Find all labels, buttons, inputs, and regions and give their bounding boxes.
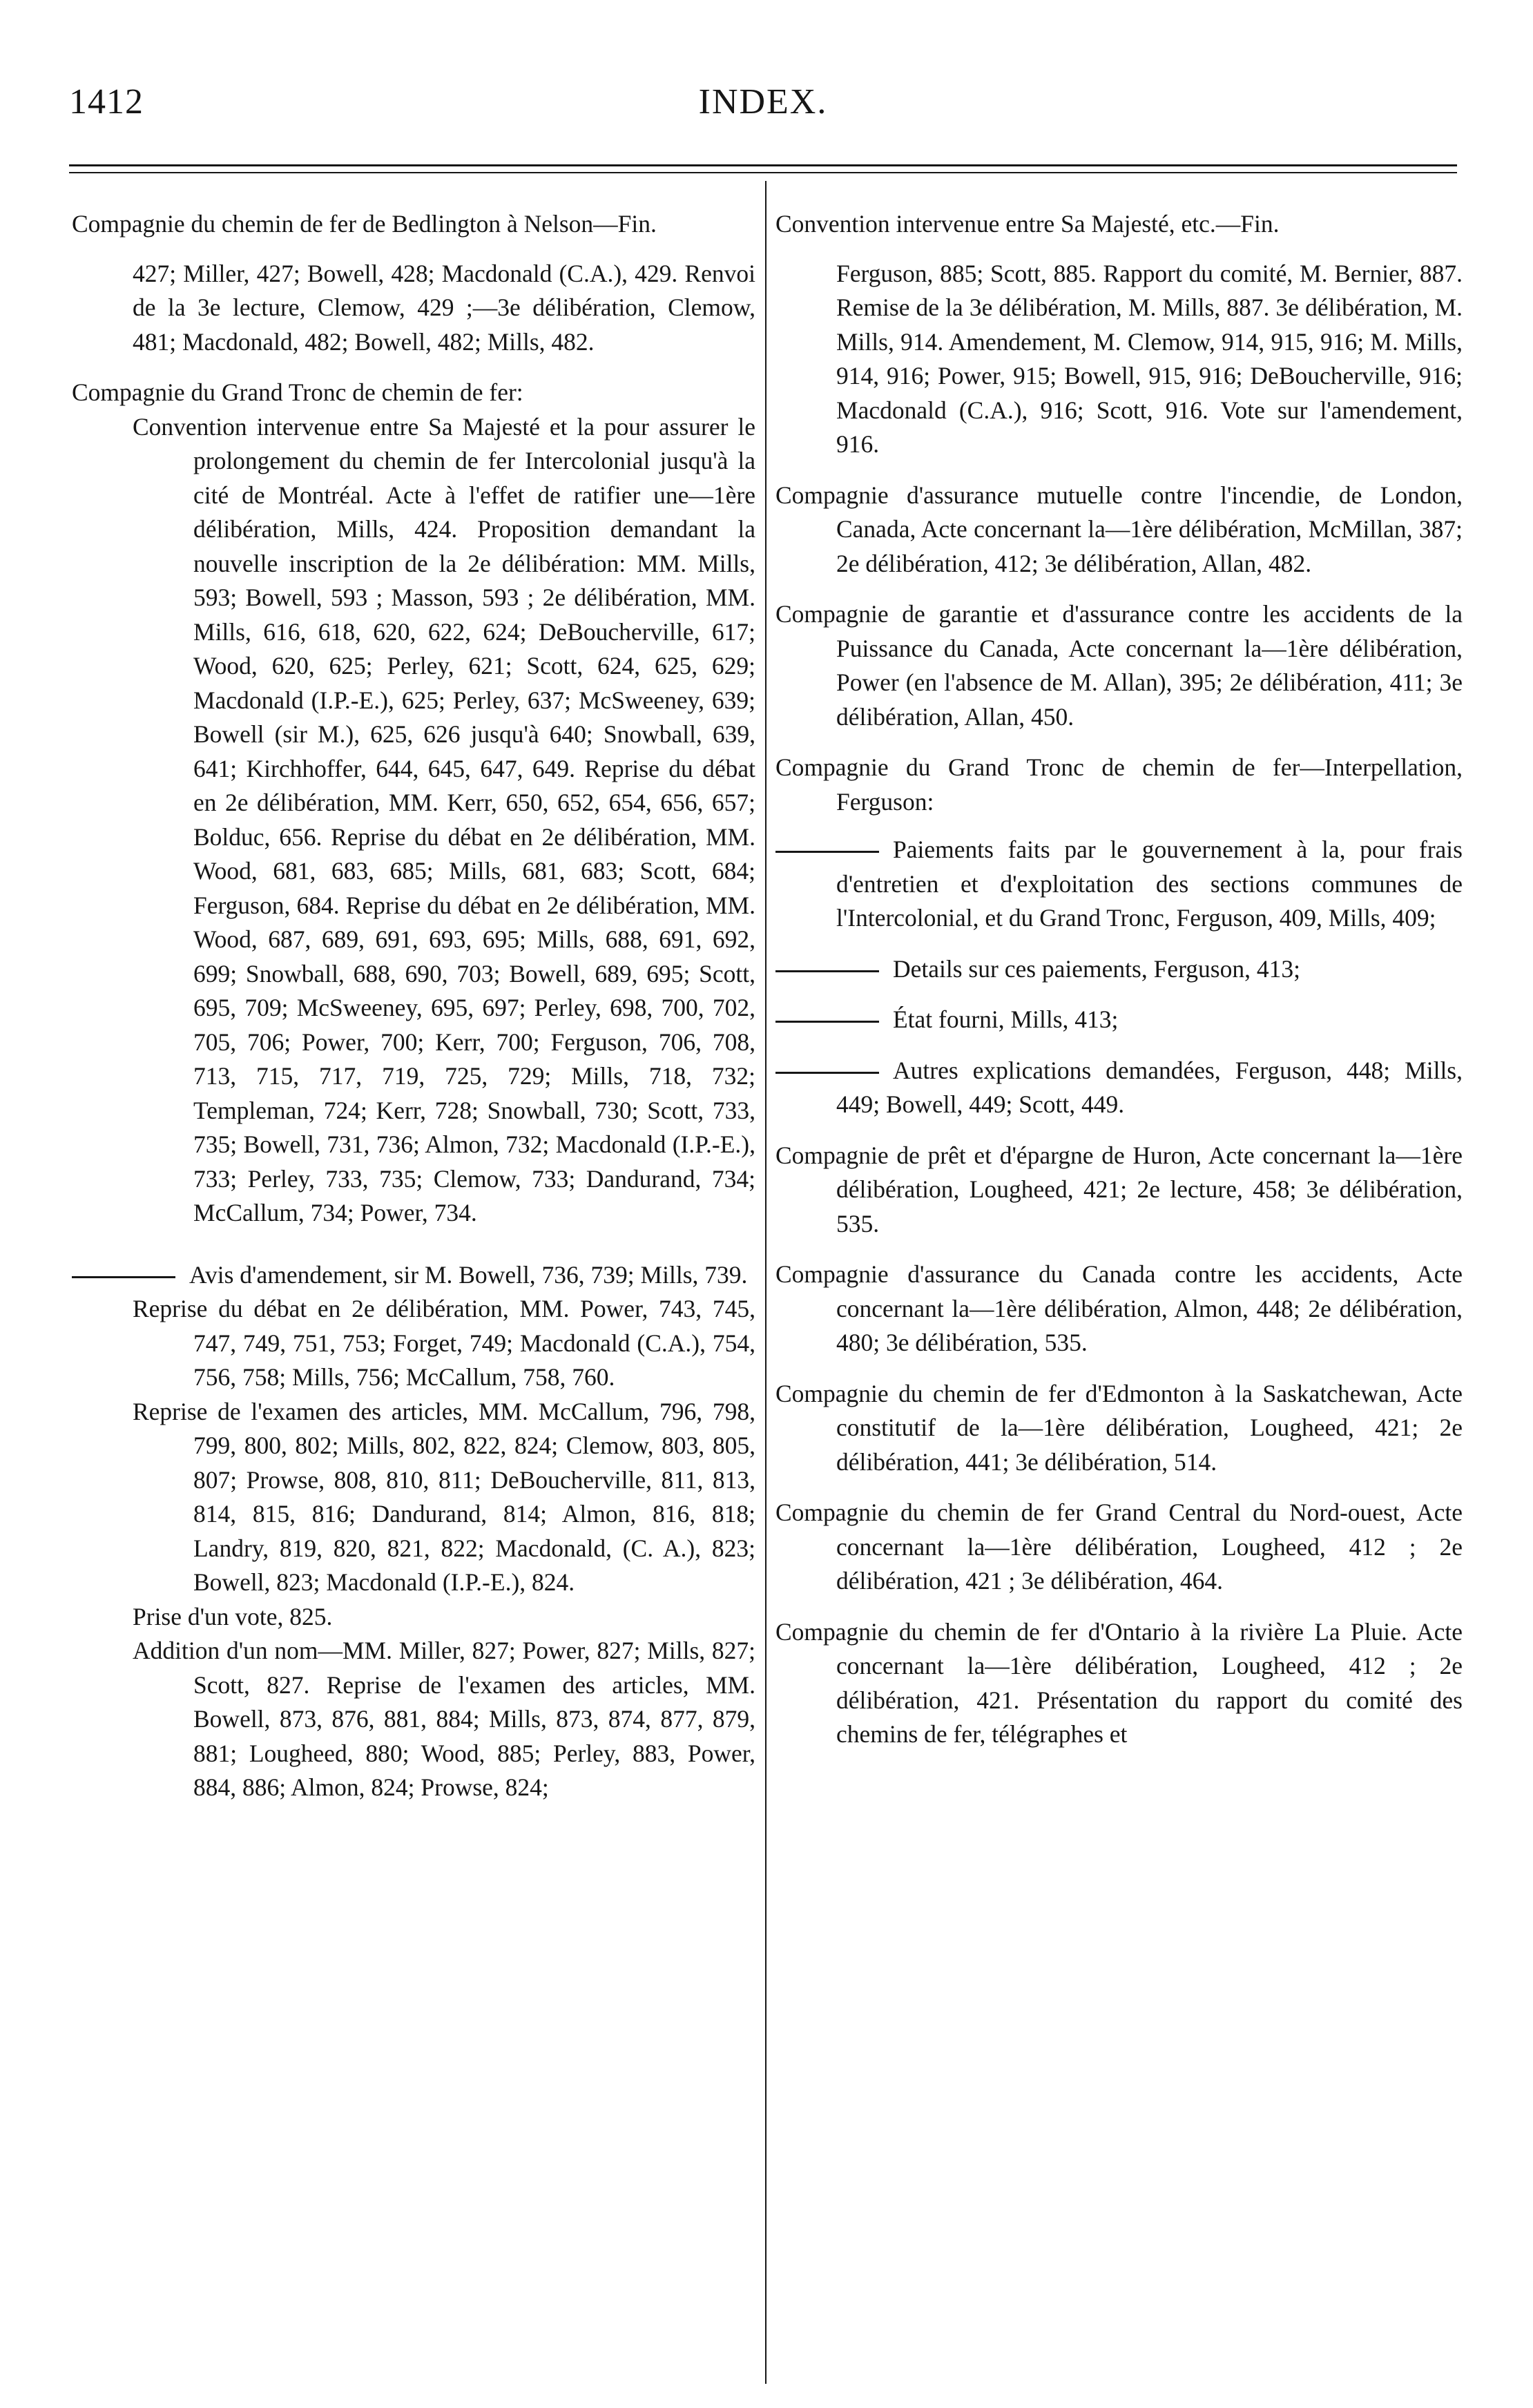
- page-header: [69, 81, 1457, 144]
- dash-subitem-text: Avis d'amendement, sir M. Bowell, 736, 739; Mills, 739.: [189, 1260, 748, 1289]
- index-entry: [72, 376, 755, 1805]
- column-divider: [765, 181, 767, 2384]
- em-dash-rule: [775, 1072, 879, 1074]
- page-number: 1412: [69, 82, 144, 122]
- left-column: [72, 207, 755, 1822]
- dash-subitem: [775, 1054, 1463, 1122]
- dash-subitem-text: Paiements faits par le gouvernement à la, pour frais d'entretien et d'exploitation des sections communes de l'Intercolonial, et du Grand Tronc, Ferguson, 409, Mills, 409;: [836, 836, 1463, 932]
- em-dash-rule: [775, 1021, 879, 1023]
- index-entry: Compagnie de prêt et d'épargne de Huron, Acte concernant la—1ère délibération, Lougheed, 421; 2e lecture, 458; 3e délibération, 535.: [775, 1141, 1463, 1237]
- index-entry: Compagnie d'assurance du Canada contre les accidents, Acte concernant la—1ère délibération, Almon, 448; 2e délibération, 480; 3e délibération, 535.: [775, 1260, 1463, 1356]
- entry-text: Ferguson, 885; Scott, 885. Rapport du comité, M. Bernier, 887. Remise de la 3e délibération, M. Mills, 887. 3e délibération, M. Mills, 914. Amendement, M. Clemow, 914, 915, 916; M. Mills, 914, 916; Power, 915; Bowell, 915, 916; DeBoucherville, 916; Macdonald (C.A.), 916; Scott, 916. Vote sur l'amendement, 916.: [836, 259, 1463, 458]
- em-dash-rule: [775, 970, 879, 972]
- header-rule-top: [69, 164, 1457, 166]
- entry-subitem: Reprise de l'examen des articles, MM. McCallum, 796, 798, 799, 800, 802; Mills, 802, 822, 824; Clemow, 803, 805, 807; Prowse, 808, 810, 811; DeBoucherville, 811, 813, 814, 815, 816; Dandurand, 814; Almon, 816, 818; Landry, 819, 820, 821, 822; Macdonald, (C. A.), 823; Bowell, 823; Macdonald (I.P.-E.), 824.: [133, 1397, 755, 1596]
- index-entry: Compagnie du chemin de fer Grand Central du Nord-ouest, Acte concernant la—1ère délibération, Lougheed, 412 ; 2e délibération, 421 ; 3e délibération, 464.: [775, 1499, 1463, 1595]
- spacer: [775, 242, 1463, 257]
- dash-subitem: [775, 952, 1463, 987]
- entry-heading: Compagnie du Grand Tronc de chemin de fer:: [72, 378, 523, 406]
- dash-subitem-text: État fourni, Mills, 413;: [893, 1005, 1119, 1033]
- right-column: [775, 207, 1463, 1769]
- dash-subitem-text: Autres explications demandées, Ferguson, 448; Mills, 449; Bowell, 449; Scott, 449.: [836, 1056, 1463, 1118]
- entry-heading: Compagnie du chemin de fer de Bedlington à Nelson—Fin.: [72, 210, 657, 238]
- entry-heading: Convention intervenue entre Sa Majesté, etc.—Fin.: [775, 210, 1280, 238]
- em-dash-rule: [775, 851, 879, 853]
- em-dash-rule: [72, 1276, 175, 1278]
- page-title: INDEX.: [698, 82, 828, 122]
- entry-subitem: Convention intervenue entre Sa Majesté et la pour assurer le prolongement du chemin de fer Intercolonial jusqu'à la cité de Montréal. Acte à l'effet de ratifier une—1ère délibération, Mills, 424. Proposition demandant la nouvelle inscription de la 2e délibération: MM. Mills, 593; Bowell, 593 ; Masson, 593 ; 2e délibération, MM. Mills, 616, 618, 620, 622, 624; DeBoucherville, 617; Wood, 620, 625; Perley, 621; Scott, 624, 625, 629; Macdonald (I.P.-E.), 625; Perley, 637; McSweeney, 639; Bowell (sir M.), 625, 626 jusqu'à 640; Snowball, 639, 641; Kirchhoffer, 644, 645, 647, 649. Reprise du débat en 2e délibération, MM. Kerr, 650, 652, 654, 656, 657; Bolduc, 656. Reprise du débat en 2e délibération, MM. Wood, 681, 683, 685; Mills, 681, 683; Scott, 684; Ferguson, 684. Reprise du débat en 2e délibération, MM. Wood, 687, 689, 691, 693, 695; Mills, 688, 691, 692, 699; Snowball, 688, 690, 703; Bowell, 689, 695; Scott, 695, 709; McSweeney, 695, 697; Perley, 698, 700, 702, 705, 706; Power, 700; Kerr, 700; Ferguson, 706, 708, 713, 715, 717, 719, 725, 729; Mills, 718, 732; Templeman, 724; Kerr, 728; Snowball, 730; Scott, 733, 735; Bowell, 731, 736; Almon, 732; Macdonald (I.P.-E.), 733; Perley, 733, 735; Clemow, 733; Dandurand, 734; McCallum, 734; Power, 734.: [133, 412, 755, 1226]
- spacer: [72, 242, 755, 257]
- index-entry: [72, 207, 755, 359]
- entry-subitem: Addition d'un nom—MM. Miller, 827; Power, 827; Mills, 827; Scott, 827. Reprise de l'examen des articles, MM. Bowell, 873, 876, 881, 884; Mills, 873, 874, 877, 879, 881; Lougheed, 880; Wood, 885; Perley, 883, Power, 884, 886; Almon, 824; Prowse, 824;: [133, 1637, 755, 1801]
- entry-subitem: Prise d'un vote, 825.: [133, 1602, 333, 1630]
- dash-subitem: [775, 833, 1463, 936]
- dash-subitem-text: Details sur ces paiements, Ferguson, 413;: [893, 954, 1300, 983]
- entry-subitems: [72, 410, 755, 1231]
- entry-subitem: Reprise du débat en 2e délibération, MM. Power, 743, 745, 747, 749, 751, 753; Forget, 749; Macdonald (C.A.), 754, 756, 758; Mills, 756; McCallum, 758, 760.: [133, 1295, 755, 1391]
- index-entry: [775, 751, 1463, 1122]
- entry-text: 427; Miller, 427; Bowell, 428; Macdonald (C.A.), 429. Renvoi de la 3e lecture, Clemow, 429 ;—3e délibération, Clemow, 481; Macdonald, 482; Bowell, 482; Mills, 482.: [133, 259, 755, 356]
- index-entry: Compagnie du chemin de fer d'Ontario à la rivière La Pluie. Acte concernant la—1ère délibération, Lougheed, 412 ; 2e délibération, 421. Présentation du rapport du comité des chemins de fer, télégraphes et: [775, 1617, 1463, 1748]
- index-entry: Compagnie d'assurance mutuelle contre l'incendie, de London, Canada, Acte concernant la—1ère délibération, McMillan, 387; 2e délibération, 412; 3e délibération, Allan, 482.: [775, 481, 1463, 577]
- index-entry: Compagnie de garantie et d'assurance contre les accidents de la Puissance du Canada, Acte concernant la—1ère délibération, Power (en l'absence de M. Allan), 395; 2e délibération, 411; 3e délibération, Allan, 450.: [775, 600, 1463, 731]
- dash-subitem: [72, 1258, 755, 1293]
- index-entry: Compagnie du chemin de fer d'Edmonton à la Saskatchewan, Acte constitutif de la—1ère délibération, Lougheed, 421; 2e délibération, 441; 3e délibération, 514.: [775, 1379, 1463, 1476]
- dash-subitem: [775, 1003, 1463, 1037]
- index-entry: [775, 207, 1463, 462]
- header-rule-bottom: [69, 172, 1457, 173]
- entry-subitems: [72, 1292, 755, 1805]
- entry-heading: Compagnie du Grand Tronc de chemin de fer—Interpellation, Ferguson:: [775, 753, 1463, 816]
